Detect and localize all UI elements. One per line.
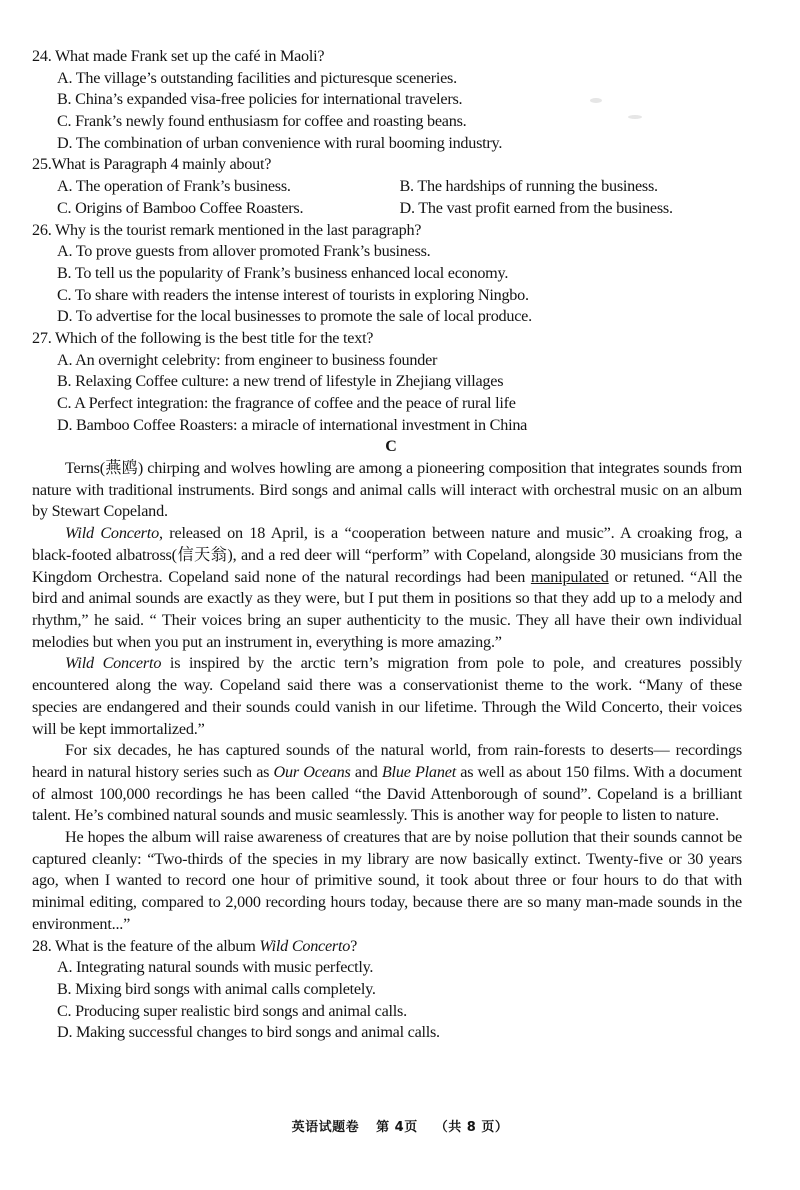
exam-page bbox=[32, 46, 742, 1044]
series-title: Our Oceans bbox=[273, 762, 351, 781]
option-d: D. Bamboo Coffee Roasters: a miracle of international investment in China bbox=[57, 415, 528, 434]
underlined-word: manipulated bbox=[530, 567, 609, 586]
option-a: A. An overnight celebrity: from engineer to business founder bbox=[57, 350, 438, 369]
option-b: B. China’s expanded visa-free policies for international travelers. bbox=[57, 90, 463, 109]
question-stem: 25.What is Paragraph 4 mainly about? bbox=[32, 155, 272, 174]
stem-text: 28. What is the feature of the album bbox=[32, 936, 260, 955]
option-c: C. Origins of Bamboo Coffee Roasters. bbox=[57, 198, 304, 217]
question-stem: 26. Why is the tourist remark mentioned in the last paragraph? bbox=[32, 220, 422, 239]
paragraph-text: or retuned. “All the bird and animal sounds are exactly as they were, but I put them in positions so that they add up to a melody and rhythm,” he said. “ Their voices bring an super authenticity to the music. They all have their own individual melodies but when you put an instrument in, everything is more amazing.” bbox=[32, 567, 742, 651]
paragraph-text: He hopes the album will raise awareness of creatures that are by noise pollution that their sounds cannot be captured cleanly: “Two-thirds of the species in my library are now basically extinct. Twenty-five or 30 years ago, when I wanted to record one hour of primitive sound, it took about three or four hours to do that with minimal editing, compared to 2,000 recording hours today, because there are so many man-made sounds in the environment...” bbox=[32, 828, 742, 933]
scan-artifact bbox=[590, 98, 602, 103]
option-d: D. The vast profit earned from the business. bbox=[399, 198, 673, 217]
paragraph-1 bbox=[32, 458, 742, 523]
album-title: Wild Concerto bbox=[259, 936, 351, 955]
question-28 bbox=[32, 936, 742, 1044]
option-a: A. Integrating natural sounds with music perfectly. bbox=[57, 958, 374, 977]
question-26 bbox=[32, 220, 742, 328]
option-row bbox=[32, 176, 742, 198]
option-a: A. The village’s outstanding facilities and picturesque sceneries. bbox=[57, 68, 457, 87]
paragraph-text: as well as about 150 films. With a document of almost 100,000 recordings he has been called “the David Attenborough of sound”. Copeland is a brilliant talent. He’s combined natural sounds and music seamlessly. This is another way for people to listen to nature. bbox=[32, 762, 742, 825]
page-footer bbox=[0, 1116, 800, 1135]
paragraph-text: is inspired by the arctic tern’s migration from pole to pole, and creatures possibly encountered along the way. Copeland said there was a conservationist theme to the work. “Many of these species are endangered and their sounds could vanish in our lifetime. Through the Wild Concerto, their voices will be kept immortalized.” bbox=[32, 654, 742, 738]
scan-artifact bbox=[628, 115, 642, 119]
option-c: C. To share with readers the intense interest of tourists in exploring Ningbo. bbox=[57, 285, 529, 304]
option-d: D. The combination of urban convenience with rural booming industry. bbox=[57, 133, 503, 152]
option-d: D. Making successful changes to bird songs and animal calls. bbox=[57, 1023, 440, 1042]
paragraph-4 bbox=[32, 740, 742, 827]
series-title: Blue Planet bbox=[381, 762, 456, 781]
option-a: A. The operation of Frank’s business. bbox=[57, 177, 291, 196]
option-b: B. Mixing bird songs with animal calls completely. bbox=[57, 979, 376, 998]
option-b: B. Relaxing Coffee culture: a new trend of lifestyle in Zhejiang villages bbox=[57, 372, 504, 391]
option-c: C. Frank’s newly found enthusiasm for coffee and roasting beans. bbox=[57, 112, 467, 131]
question-stem: 27. Which of the following is the best title for the text? bbox=[32, 328, 374, 347]
paper-name: 英语试题卷 bbox=[291, 1120, 360, 1135]
question-stem: 24. What made Frank set up the café in Maoli? bbox=[32, 47, 325, 65]
question-24 bbox=[32, 46, 742, 154]
paragraph-5 bbox=[32, 827, 742, 936]
total-pages: （共 8 页） bbox=[434, 1120, 509, 1135]
page-number: 第 4页 bbox=[376, 1120, 418, 1135]
option-c: C. A Perfect integration: the fragrance of coffee and the peace of rural life bbox=[57, 394, 516, 412]
question-25 bbox=[32, 154, 742, 219]
album-title: Wild Concerto bbox=[65, 654, 162, 673]
question-27 bbox=[32, 328, 742, 436]
option-d: D. To advertise for the local businesses to promote the sale of local produce. bbox=[57, 307, 532, 326]
option-a: A. To prove guests from allover promoted Frank’s business. bbox=[57, 242, 431, 261]
option-row bbox=[32, 198, 742, 220]
paragraph-2 bbox=[32, 523, 742, 653]
album-title: Wild Concerto bbox=[65, 524, 159, 543]
stem-text: ? bbox=[350, 936, 358, 955]
question-stem bbox=[32, 936, 742, 958]
option-c: C. Producing super realistic bird songs and animal calls. bbox=[57, 1001, 407, 1020]
paragraph-text: For six decades, he has captured sounds of the natural world, from rain-forests to deserts— recordings heard in natural history series such as bbox=[32, 741, 742, 781]
paragraph-text: , released on 18 April, is a “cooperation between nature and music”. A croaking frog, a black-footed albatross(信天翁), and a red deer will “perform” with Copeland, alongside 30 musicians from the Kingdom Orchestra. Copeland said none of the natural recordings had been bbox=[32, 524, 743, 586]
option-b: B. To tell us the popularity of Frank’s business enhanced local economy. bbox=[57, 263, 509, 282]
paragraph-3 bbox=[32, 653, 742, 740]
option-b: B. The hardships of running the business. bbox=[399, 177, 658, 196]
paragraph-text: and bbox=[350, 762, 382, 781]
section-title: C bbox=[385, 438, 397, 456]
paragraph-text: Terns(燕鸥) chirping and wolves howling are among a pioneering composition that integrates sounds from nature with traditional instruments. Bird songs and animal calls will interact with orchestral music on an album by Stewart Copeland. bbox=[32, 459, 742, 521]
reading-passage bbox=[32, 458, 742, 935]
